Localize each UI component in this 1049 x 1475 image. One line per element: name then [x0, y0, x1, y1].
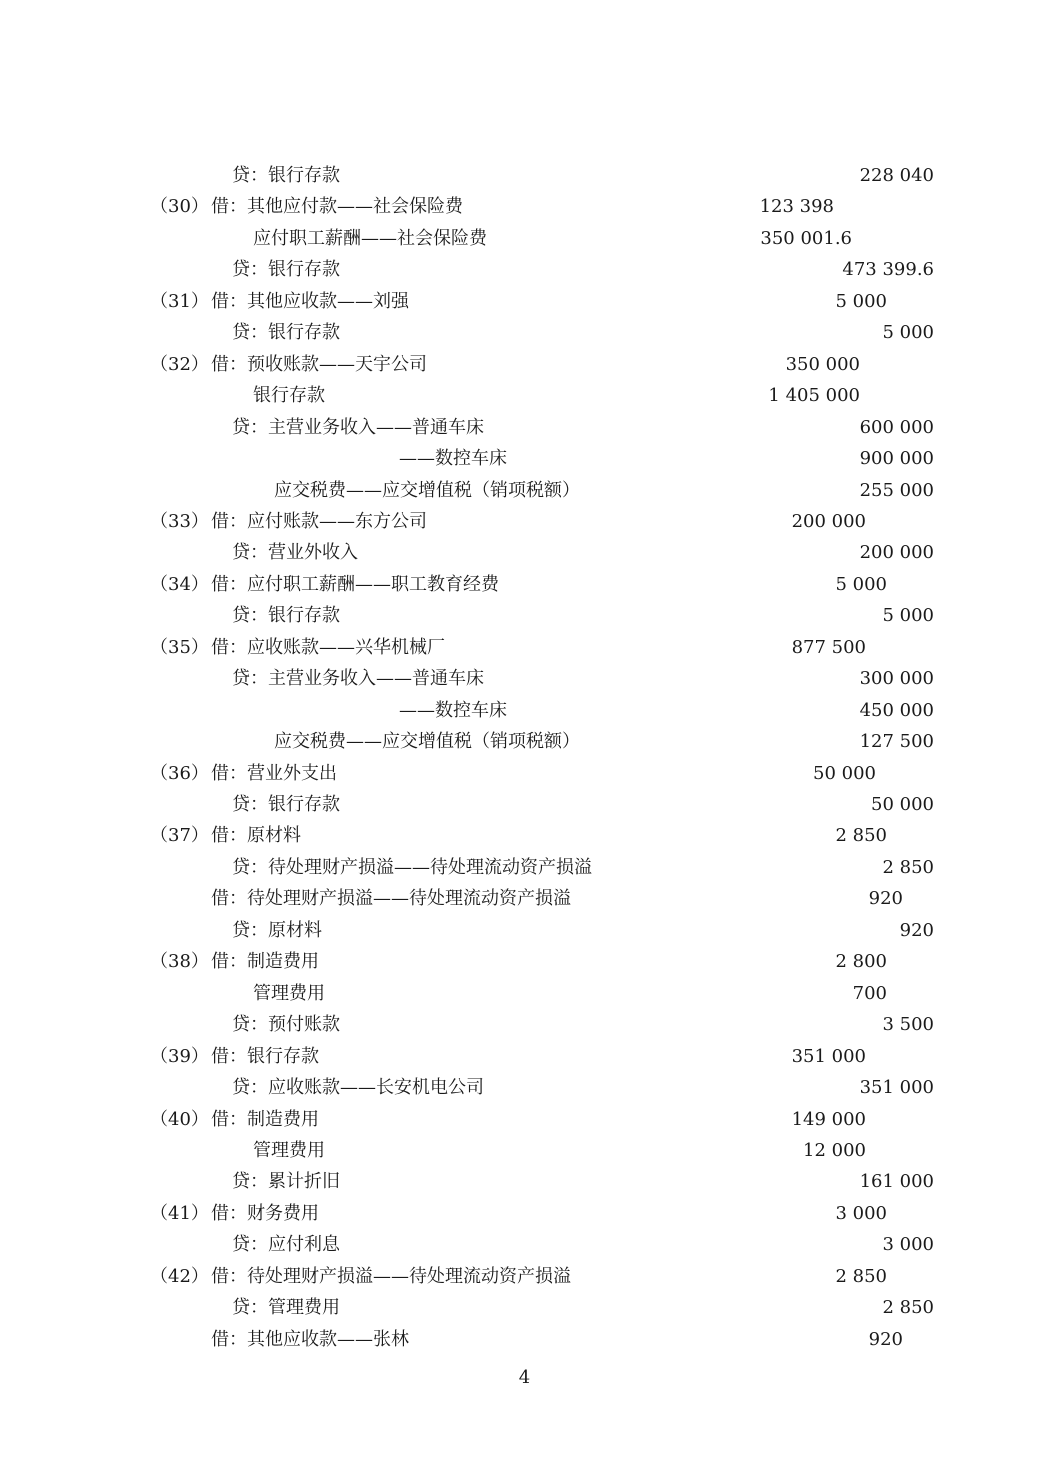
amount: 161 000 [859, 1171, 934, 1193]
entry-number: （31） [150, 290, 209, 312]
journal-line [0, 506, 1049, 537]
journal-line [0, 443, 1049, 474]
amount: 123 398 [759, 196, 834, 218]
account-text: 借：其他应付款——社会保险费 [211, 196, 463, 218]
account-text: 借：其他应收款——刘强 [211, 290, 409, 312]
account-text: 贷：原材料 [232, 919, 322, 941]
amount: 920 [868, 888, 903, 910]
account-text: 应付职工薪酬——社会保险费 [253, 227, 487, 249]
amount: 1 405 000 [768, 385, 860, 407]
account-text: 贷：银行存款 [232, 605, 340, 627]
journal-line [0, 1009, 1049, 1040]
amount: 149 000 [791, 1108, 866, 1130]
account-text: 借：银行存款 [211, 1045, 319, 1067]
amount: 3 000 [882, 1234, 934, 1256]
account-text: 贷：主营业务收入——普通车床 [232, 416, 484, 438]
journal-line [0, 852, 1049, 883]
amount: 473 399.6 [842, 259, 934, 281]
account-text: 贷：银行存款 [232, 165, 340, 186]
entry-number: （34） [150, 573, 209, 595]
amount: 920 [899, 919, 934, 941]
journal-line [0, 1104, 1049, 1135]
amount: 255 000 [859, 479, 934, 501]
amount: 5 000 [835, 290, 887, 312]
journal-line [0, 254, 1049, 285]
journal-line [0, 695, 1049, 726]
amount: 3 000 [835, 1202, 887, 1224]
journal-line [0, 223, 1049, 254]
page-number: 4 [518, 1367, 531, 1388]
account-text: 借：应付账款——东方公司 [211, 510, 427, 532]
journal-line [0, 883, 1049, 914]
amount: 600 000 [859, 416, 934, 438]
account-text: 应交税费——应交增值税（销项税额） [274, 731, 580, 753]
journal-line [0, 1198, 1049, 1229]
amount: 350 001.6 [760, 227, 852, 249]
amount: 2 800 [835, 951, 887, 973]
amount: 300 000 [859, 668, 934, 690]
journal-line [0, 160, 1049, 191]
amount: 450 000 [859, 699, 934, 721]
entry-number: （42） [150, 1265, 209, 1287]
entry-number: （36） [150, 762, 209, 784]
amount: 700 [852, 982, 887, 1004]
account-text: 银行存款 [253, 385, 325, 407]
amount: 200 000 [859, 542, 934, 564]
account-text: 贷：待处理财产损溢——待处理流动资产损溢 [232, 856, 592, 878]
entry-number: （37） [150, 825, 209, 847]
amount: 877 500 [791, 636, 866, 658]
entry-number: （38） [150, 951, 209, 973]
journal-line [0, 349, 1049, 380]
journal-line [0, 1041, 1049, 1072]
journal-line [0, 1072, 1049, 1103]
account-text: 借：待处理财产损溢——待处理流动资产损溢 [211, 1265, 571, 1287]
amount: 900 000 [859, 448, 934, 470]
amount: 351 000 [859, 1077, 934, 1099]
entry-number: （32） [150, 353, 209, 375]
account-text: 贷：主营业务收入——普通车床 [232, 668, 484, 690]
account-text: 借：其他应收款——张林 [211, 1328, 409, 1350]
amount: 2 850 [882, 1297, 934, 1319]
entry-number: （41） [150, 1202, 209, 1224]
account-text: 借：制造费用 [211, 1108, 319, 1130]
account-text: 贷：应收账款——长安机电公司 [232, 1077, 484, 1099]
journal-line [0, 946, 1049, 977]
account-text: 借：预收账款——天宇公司 [211, 353, 427, 375]
entry-number: （39） [150, 1045, 209, 1067]
journal-line [0, 1229, 1049, 1260]
amount: 50 000 [871, 794, 934, 815]
account-text: 贷：银行存款 [232, 322, 340, 344]
amount: 50 000 [813, 762, 876, 784]
account-text: 贷：银行存款 [232, 259, 340, 281]
journal-line [0, 1166, 1049, 1197]
account-text: 贷：管理费用 [232, 1297, 340, 1319]
account-text: ——数控车床 [399, 699, 507, 721]
amount: 200 000 [791, 510, 866, 532]
account-text: 管理费用 [253, 1139, 325, 1161]
entry-number: （30） [150, 196, 209, 218]
account-text: 贷：应付利息 [232, 1234, 340, 1256]
amount: 228 040 [859, 165, 934, 186]
amount: 2 850 [882, 856, 934, 878]
amount: 3 500 [882, 1014, 934, 1036]
journal-line [0, 726, 1049, 757]
account-text: 借：财务费用 [211, 1202, 319, 1224]
journal-line [0, 380, 1049, 411]
journal-line [0, 663, 1049, 694]
amount: 127 500 [859, 731, 934, 753]
account-text: ——数控车床 [399, 448, 507, 470]
journal-line [0, 820, 1049, 851]
account-text: 贷：预付账款 [232, 1014, 340, 1036]
account-text: 贷：银行存款 [232, 794, 340, 815]
amount: 5 000 [882, 605, 934, 627]
journal-line [0, 1135, 1049, 1166]
account-text: 借：营业外支出 [211, 762, 337, 784]
amount: 2 850 [835, 825, 887, 847]
journal-line [0, 600, 1049, 631]
journal-line [0, 191, 1049, 222]
journal-line [0, 915, 1049, 946]
amount: 920 [868, 1328, 903, 1350]
account-text: 借：应付职工薪酬——职工教育经费 [211, 573, 499, 595]
journal-line [0, 1292, 1049, 1323]
journal-line [0, 569, 1049, 600]
amount: 5 000 [882, 322, 934, 344]
account-text: 借：应收账款——兴华机械厂 [211, 636, 445, 658]
amount: 351 000 [791, 1045, 866, 1067]
journal-line [0, 412, 1049, 443]
journal-line [0, 317, 1049, 348]
entry-number: （35） [150, 636, 209, 658]
journal-line [0, 475, 1049, 506]
journal-line [0, 1324, 1049, 1355]
account-text: 贷：累计折旧 [232, 1171, 340, 1193]
amount: 350 000 [785, 353, 860, 375]
account-text: 借：原材料 [211, 825, 301, 847]
journal-line [0, 537, 1049, 568]
journal-line [0, 632, 1049, 663]
account-text: 管理费用 [253, 982, 325, 1004]
journal-line [0, 978, 1049, 1009]
journal-line [0, 286, 1049, 317]
entry-number: （33） [150, 510, 209, 532]
journal-line [0, 758, 1049, 789]
account-text: 应交税费——应交增值税（销项税额） [274, 479, 580, 501]
amount: 5 000 [835, 573, 887, 595]
amount: 2 850 [835, 1265, 887, 1287]
amount: 12 000 [803, 1139, 866, 1161]
journal-line [0, 789, 1049, 820]
account-text: 贷：营业外收入 [232, 542, 358, 564]
journal-line [0, 1261, 1049, 1292]
account-text: 借：待处理财产损溢——待处理流动资产损溢 [211, 888, 571, 910]
entry-number: （40） [150, 1108, 209, 1130]
account-text: 借：制造费用 [211, 951, 319, 973]
